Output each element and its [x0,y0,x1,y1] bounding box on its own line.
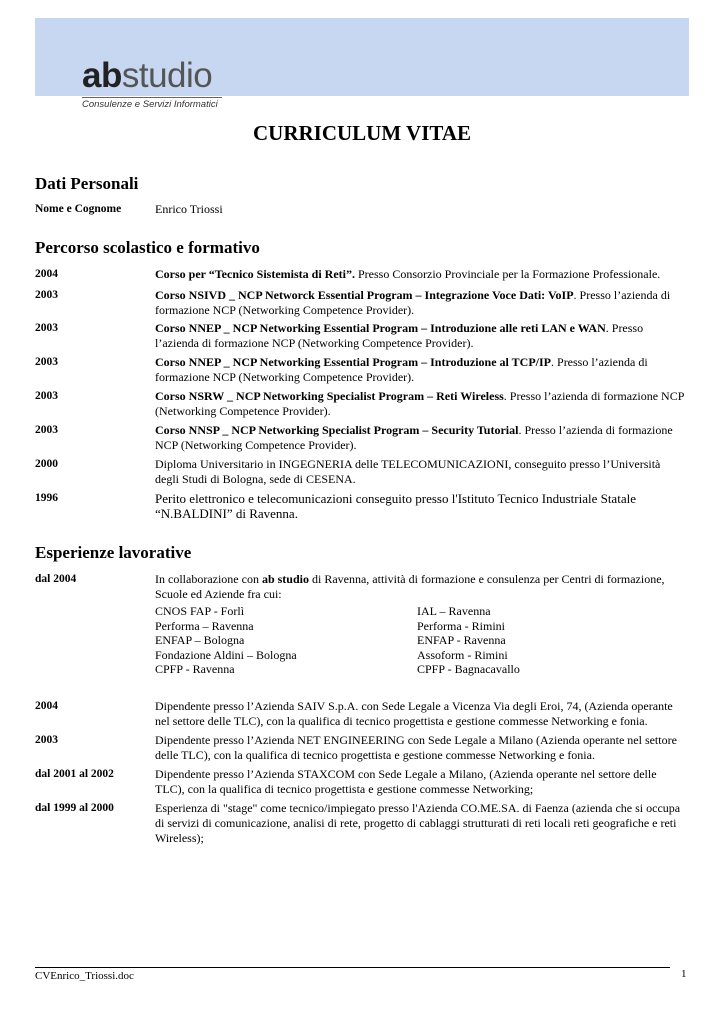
center-item: CPFP - Bagnacavallo [417,662,520,677]
footer-filename: CVEnrico_Triossi.doc [35,970,134,982]
work-row [35,572,685,602]
work-row [35,733,685,763]
education-row [35,321,685,351]
education-row [35,288,685,318]
education-row [35,423,685,453]
education-text: Perito elettronico e telecomunicazioni conseguito presso l'Istituto Tecnico Industriale Statale “N.BALDINI” di Ravenna. [155,491,636,521]
work-period: 2004 [35,700,58,712]
work-text: In collaborazione con ab studio di Ravenna, attività di formazione e consulenza per Centri di formazione, Scuole ed Aziende fra cui: [155,572,665,601]
education-year: 2003 [35,390,58,402]
work-period: 2003 [35,734,58,746]
logo-wordmark: abstudio [82,56,213,95]
education-row [35,267,685,282]
center-item: Assoform - Rimini [417,647,508,662]
education-row [35,355,685,385]
work-text: Dipendente presso l’Azienda NET ENGINEERING con Sede Legale a Milano (Azienda operante nel settore delle TLC), con la qualifica di tecnico progettista e gestione commesse Networking e fonia. [155,733,677,762]
education-year: 2003 [35,322,58,334]
page-number: 1 [681,968,687,980]
abstudio-logo [82,56,218,110]
work-text: Esperienza di "stage" come tecnico/impiegato presso l'Azienda CO.ME.SA. di Faenza (azienda che si occupa di servizi di comunicazione, analisi di rete, progetto di cablaggi strutturati di reti locali reti geografiche e reti Wireless); [155,801,681,845]
education-year: 2003 [35,356,58,368]
training-centers-left [155,604,297,677]
work-row [35,801,685,846]
center-item: Fondazione Aldini – Bologna [155,647,297,662]
center-item: Performa - Rimini [417,618,505,633]
education-row [35,389,685,419]
center-item: CPFP - Ravenna [155,662,235,677]
work-period: dal 2001 al 2002 [35,768,114,780]
section-heading-work: Esperienze lavorative [35,543,192,562]
section-heading-personal: Dati Personali [35,174,139,193]
education-year: 2004 [35,268,58,280]
education-year: 2003 [35,424,58,436]
education-text: Corso NSIVD _ NCP Networck Essential Program – Integrazione Voce Dati: VoIP. Presso l’azienda di formazione NCP (Networking Competence Provider). [155,288,671,317]
work-period: dal 2004 [35,573,77,585]
footer-divider [35,967,670,968]
education-text: Corso NSRW _ NCP Networking Specialist Program – Reti Wireless. Presso l’azienda di formazione NCP (Networking Competence Provider). [155,389,684,418]
document-title: CURRICULUM VITAE [253,121,471,145]
education-text: Corso NNEP _ NCP Networking Essential Program – Introduzione alle reti LAN e WAN. Presso l’azienda di formazione NCP (Networking Competence Provider). [155,321,644,350]
education-row [35,457,685,487]
work-text: Dipendente presso l’Azienda STAXCOM con Sede Legale a Milano, (Azienda operante nel settore delle TLC), con la qualifica di tecnico progettista e gestione commesse Networking; [155,767,657,796]
work-text: Dipendente presso l’Azienda SAIV S.p.A. con Sede Legale a Vicenza Via degli Eroi, 74, (Azienda operante nel settore delle TLC), con la qualifica di tecnico progettista e gestione commesse Networking e fonia. [155,699,673,728]
education-text: Corso NNEP _ NCP Networking Essential Program – Introduzione al TCP/IP. Presso l’azienda di formazione NCP (Networking Competence Provider). [155,355,648,384]
section-heading-education: Percorso scolastico e formativo [35,238,260,257]
logo-tagline: Consulenze e Servizi Informatici [82,99,218,110]
center-item: IAL – Ravenna [417,604,491,618]
center-item: CNOS FAP - Forlì [155,604,245,618]
center-item: ENFAP - Ravenna [417,633,506,648]
center-item: Performa – Ravenna [155,618,254,633]
work-period: dal 1999 al 2000 [35,802,114,814]
work-row [35,767,685,797]
logo-underline [82,97,222,98]
name-label: Nome e Cognome [35,203,122,215]
education-year: 2000 [35,458,58,470]
education-year: 1996 [35,492,58,504]
education-year: 2003 [35,289,58,301]
training-centers-right [417,604,520,677]
education-text: Corso per “Tecnico Sistemista di Reti”. Presso Consorzio Provinciale per la Formazione Professionale. [155,267,661,281]
center-item: ENFAP – Bologna [155,633,245,648]
personal-name-row [35,202,685,217]
work-row [35,699,685,729]
education-text: Corso NNSP _ NCP Networking Specialist Program – Security Tutorial. Presso l’azienda di formazione NCP (Networking Competence Provider). [155,423,673,452]
name-value: Enrico Triossi [155,202,223,216]
education-text: Diploma Universitario in INGEGNERIA delle TELECOMUNICAZIONI, conseguito presso l’Università degli Studi di Bologna, sede di CESENA. [155,457,661,486]
education-row [35,491,685,521]
